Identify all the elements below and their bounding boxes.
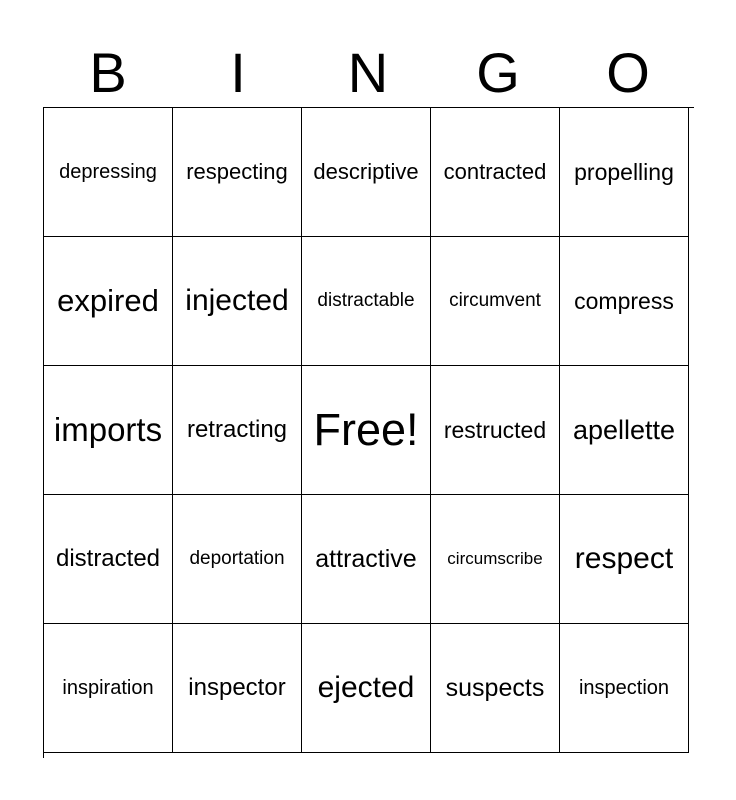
bingo-cell-r2-c5[interactable]: compress (560, 237, 689, 366)
bingo-cell-r1-c4[interactable]: contracted (431, 108, 560, 237)
bingo-header (43, 40, 693, 106)
bingo-card-grid (43, 107, 694, 758)
header-letter-b: B (89, 41, 127, 104)
header-letter-o: O (606, 41, 650, 104)
bingo-cell-r4-c3[interactable]: attractive (302, 495, 431, 624)
bingo-cell-r2-c1[interactable]: expired (44, 237, 173, 366)
header-letter-g: G (476, 41, 520, 104)
bingo-cell-r3-c4[interactable]: restructed (431, 366, 560, 495)
bingo-cell-r4-c4[interactable]: circumscribe (431, 495, 560, 624)
bingo-cell-r3-c2[interactable]: retracting (173, 366, 302, 495)
bingo-cell-r4-c5[interactable]: respect (560, 495, 689, 624)
bingo-cell-r5-c2[interactable]: inspector (173, 624, 302, 753)
bingo-cell-r1-c5[interactable]: propelling (560, 108, 689, 237)
bingo-cell-r3-c5[interactable]: apellette (560, 366, 689, 495)
bingo-cell-r3-c1[interactable]: imports (44, 366, 173, 495)
bingo-cell-r2-c4[interactable]: circumvent (431, 237, 560, 366)
header-letter-i: I (230, 41, 246, 104)
bingo-cell-r5-c3[interactable]: ejected (302, 624, 431, 753)
free-space-cell[interactable]: Free! (302, 366, 431, 495)
bingo-cell-r5-c5[interactable]: inspection (560, 624, 689, 753)
bingo-cell-r4-c2[interactable]: deportation (173, 495, 302, 624)
bingo-cell-r1-c1[interactable]: depressing (44, 108, 173, 237)
bingo-cell-r4-c1[interactable]: distracted (44, 495, 173, 624)
bingo-cell-r1-c2[interactable]: respecting (173, 108, 302, 237)
bingo-cell-r1-c3[interactable]: descriptive (302, 108, 431, 237)
bingo-cell-r5-c1[interactable]: inspiration (44, 624, 173, 753)
bingo-cell-r5-c4[interactable]: suspects (431, 624, 560, 753)
header-letter-n: N (347, 41, 389, 104)
bingo-cell-r2-c3[interactable]: distractable (302, 237, 431, 366)
bingo-cell-r2-c2[interactable]: injected (173, 237, 302, 366)
